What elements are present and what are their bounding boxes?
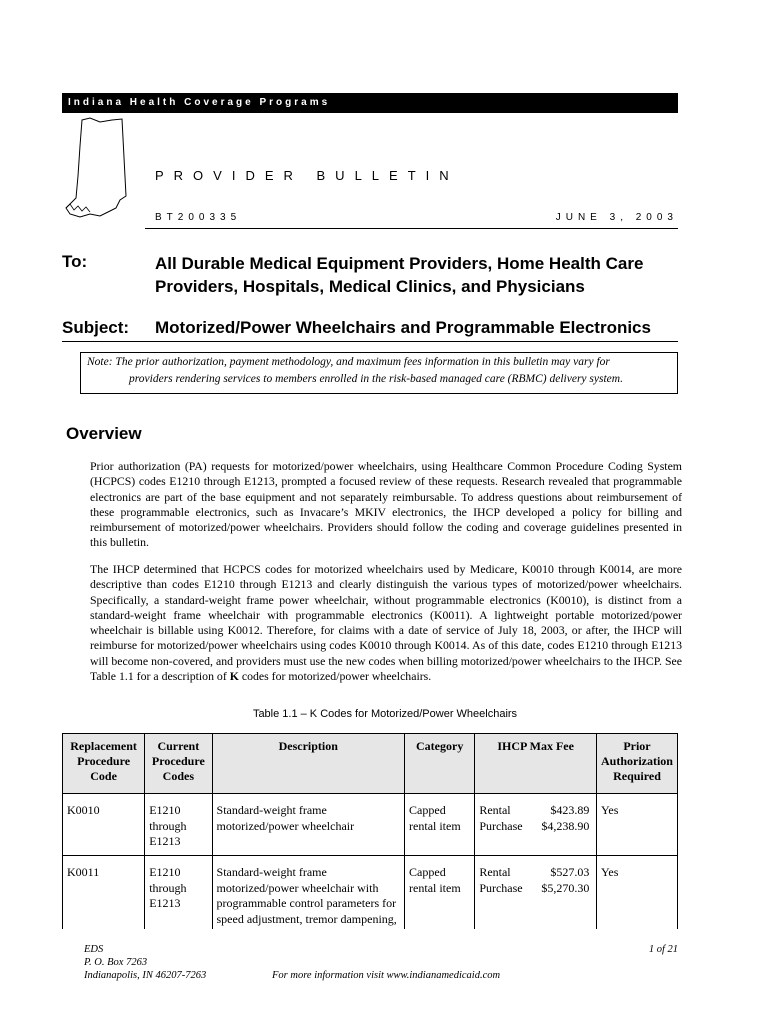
col-current-codes: Current Procedure Codes: [145, 734, 212, 794]
max-fee: [475, 794, 597, 856]
table-row: [63, 794, 678, 856]
current-code-start: E1210: [149, 865, 181, 879]
overview-heading: Overview: [66, 424, 142, 443]
table-caption: Table 1.1 – K Codes for Motorized/Power Wheelchairs: [252, 708, 518, 720]
indiana-map-icon: [60, 116, 140, 222]
col-prior-auth: Prior Authorization Required: [596, 734, 677, 794]
note-line-2: providers rendering services to members enrolled in the risk-based managed care (RBMC) delivery system.: [129, 373, 623, 385]
fee-purchase-label: Purchase: [479, 818, 523, 833]
note-line-1: Note: The prior authorization, payment methodology, and maximum fees information in this bulletin may vary for: [87, 356, 610, 368]
current-code-end: E1213: [149, 834, 181, 848]
to-recipients: All Durable Medical Equipment Providers, Home Health Care Providers, Hospitals, Medical Clinics, and Physicians: [155, 254, 644, 296]
current-code-end: E1213: [149, 896, 181, 910]
replacement-code: K0010: [63, 794, 145, 856]
footer-more-info: For more information visit www.indianamedicaid.com: [272, 970, 501, 981]
footer-address-line-1: P. O. Box 7263: [84, 957, 148, 968]
col-category: Category: [405, 734, 475, 794]
to-label: To:: [62, 252, 88, 271]
para2-text: The IHCP determined that HCPCS codes for motorized wheelchairs used by Medicare, K0010 through K0014, are more descriptive than codes E1210 through E1213 and clearly distinguish the various types of motorized/power wheelchairs. Specifically, a standard-weight frame power wheelchair, without programmable electronics (K0010), is distinct from a standard-weight frame wheelchair with programmable electronics (K0011). A lightweight portable motorized/power wheelchair is billable using K0012. Therefore, for claims with a date of service of July 18, 2003, or after, the IHCP will reimburse for motorized/power wheelchairs using codes K0010 through K0014. As of this date, codes E1210 through E1213 will become non-covered, and providers must use the new codes when billing motorized/power wheelchairs to the IHCP. See Table 1.1 for a description of: [90, 562, 682, 684]
bulletin-title: PROVIDER BULLETIN: [155, 168, 459, 183]
table-header-row: [63, 734, 678, 794]
subject-label: Subject:: [62, 318, 130, 337]
bulletin-date: JUNE 3, 2003: [555, 212, 678, 223]
description: Standard-weight frame motorized/power wheelchair: [212, 794, 405, 856]
header-divider: [145, 228, 678, 229]
footer-address: [84, 943, 206, 982]
subject-divider: [62, 341, 678, 342]
footer-address-line-2: Indianapolis, IN 46207-7263: [84, 970, 207, 981]
col-max-fee: IHCP Max Fee: [475, 734, 597, 794]
current-codes: [145, 856, 212, 930]
page-number: 1 of 21: [648, 944, 678, 955]
fee-rental-label: Rental: [479, 865, 511, 879]
description: Standard-weight frame motorized/power wheelchair with programmable control parameters for speed adjustment, tremor dampening,: [212, 856, 405, 930]
col-description: Description: [212, 734, 405, 794]
para2-text-end: codes for motorized/power wheelchairs.: [238, 669, 432, 684]
current-code-through: through: [149, 818, 187, 833]
current-code-through: through: [149, 880, 187, 895]
fee-purchase-label: Purchase: [479, 880, 523, 895]
fee-rental-label: Rental: [479, 803, 511, 817]
category: Capped rental item: [405, 794, 475, 856]
prior-auth: Yes: [596, 856, 677, 930]
current-codes: [145, 794, 212, 856]
replacement-code: K0011: [63, 856, 145, 930]
overview-paragraph-1: Prior authorization (PA) requests for motorized/power wheelchairs, using Healthcare Common Procedure Coding System (HCPCS) codes E1210 through E1213, prompted a focused review of these requests. Research revealed that programmable electronics are part of the base equipment and not separately reimbursable. To address questions about reimbursement of these programmable electronics, such as Invacare’s MKIV electronics, the IHCP developed a policy for billing and reimbursement of motorized/power wheelchairs. Providers should follow the coding and coverage guidelines presented in this bulletin.: [90, 459, 682, 550]
prior-auth: Yes: [596, 794, 677, 856]
bulletin-number: BT200335: [155, 212, 242, 223]
k-code-letter: K: [229, 669, 239, 684]
category: Capped rental item: [405, 856, 475, 930]
current-code-start: E1210: [149, 803, 181, 817]
col-replacement-code: Replacement Procedure Code: [63, 734, 145, 794]
table-row: [63, 856, 678, 930]
overview-paragraph-2: [90, 562, 682, 684]
fee-purchase: $5,270.30: [541, 880, 590, 895]
fee-rental: $527.03: [550, 865, 590, 879]
k-codes-table: [62, 733, 678, 929]
subject-text: Motorized/Power Wheelchairs and Programmable Electronics: [155, 318, 651, 337]
footer-org: EDS: [84, 944, 104, 955]
program-banner: Indiana Health Coverage Programs: [62, 93, 678, 113]
rbmc-note-box: [80, 352, 678, 394]
fee-rental: $423.89: [550, 803, 590, 817]
fee-purchase: $4,238.90: [541, 818, 590, 833]
max-fee: [475, 856, 597, 930]
